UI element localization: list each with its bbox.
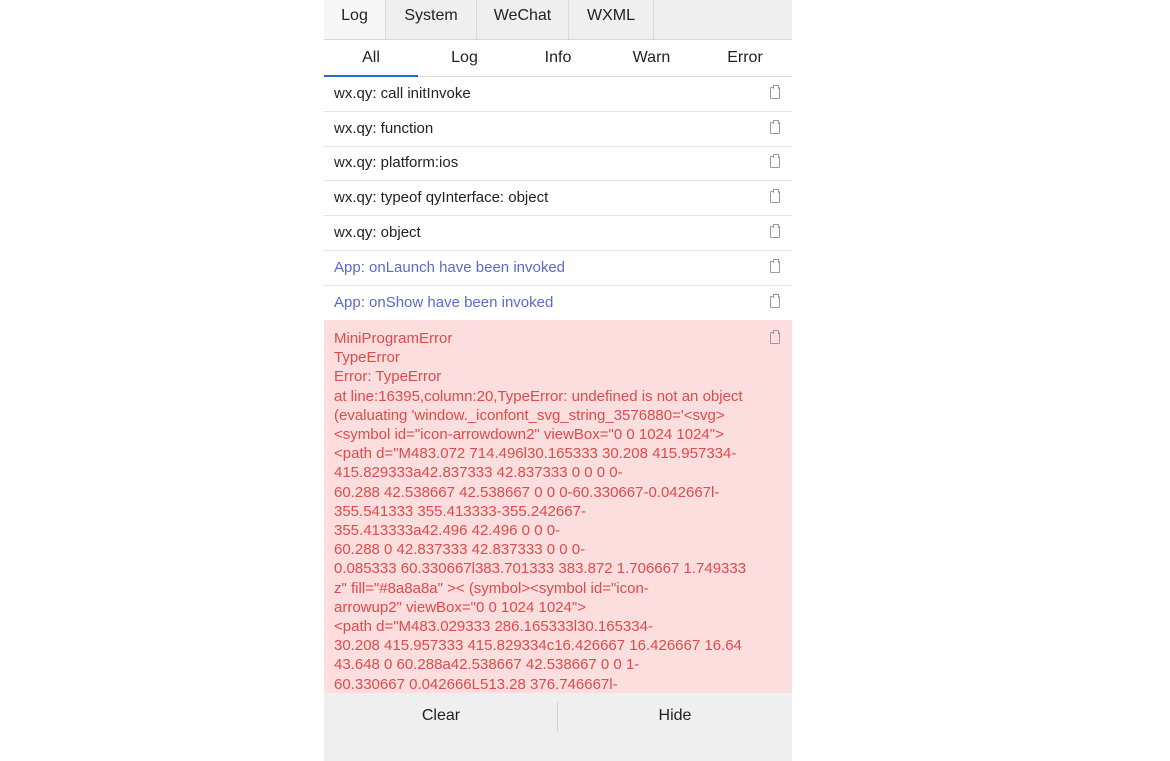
top-tab-bar	[324, 0, 792, 40]
log-text: App: onLaunch have been invoked	[334, 259, 566, 276]
copy-icon[interactable]	[770, 191, 780, 203]
console-panel	[324, 0, 792, 761]
filter-info[interactable]: Info	[544, 49, 572, 66]
error-line: arrowup2" viewBox="0 0 1024 1024">	[334, 598, 586, 616]
log-text: wx.qy: typeof qyInterface: object	[334, 189, 549, 206]
filter-tab-bar	[324, 40, 792, 77]
log-row	[324, 181, 792, 216]
error-line: 415.829333a42.837333 42.837333 0 0 0 0-	[334, 464, 623, 482]
tab-wechat[interactable]: WeChat	[477, 0, 569, 39]
log-text: wx.qy: object	[334, 224, 421, 241]
filter-warn[interactable]: Warn	[632, 49, 671, 66]
tab-system[interactable]: System	[386, 0, 477, 39]
error-line: Error: TypeError	[334, 368, 442, 386]
clear-button[interactable]: Clear	[421, 707, 461, 724]
error-line: 0.085333 60.330667l383.701333 383.872 1.706667 1.749333	[334, 560, 747, 578]
log-text: wx.qy: platform:ios	[334, 154, 459, 171]
copy-icon[interactable]	[770, 156, 780, 168]
error-line: TypeError	[334, 349, 400, 367]
error-line: 30.208 415.957333 415.829334c16.426667 16.426667 16.64	[334, 637, 742, 655]
copy-icon[interactable]	[770, 87, 780, 99]
log-row-info	[324, 286, 792, 321]
copy-icon[interactable]	[770, 332, 780, 344]
filter-all[interactable]: All	[324, 40, 418, 76]
filter-log[interactable]: Log	[451, 49, 478, 66]
log-row	[324, 77, 792, 112]
log-text: App: onShow have been invoked	[334, 294, 554, 311]
error-line: 60.288 0 42.837333 42.837333 0 0 0-	[334, 541, 586, 559]
error-log-entry	[324, 320, 792, 693]
error-line: MiniProgramError	[334, 330, 453, 347]
error-line: at line:16395,column:20,TypeError: undefined is not an object	[334, 387, 743, 405]
error-line: <path d="M483.072 714.496l30.165333 30.208 415.957334-	[334, 445, 737, 463]
copy-icon[interactable]	[770, 122, 780, 134]
error-line: 355.541333 355.413333-355.242667-	[334, 502, 586, 520]
tab-log[interactable]: Log	[324, 0, 386, 39]
error-line: 60.288 42.538667 42.538667 0 0 0-60.330667-0.042667l-	[334, 483, 720, 501]
log-text: wx.qy: call initInvoke	[334, 85, 471, 102]
copy-icon[interactable]	[770, 261, 780, 273]
filter-error[interactable]: Error	[727, 49, 763, 66]
copy-icon[interactable]	[770, 296, 780, 308]
error-line: <path d="M483.029333 286.165333l30.165334-	[334, 618, 653, 636]
bottom-toolbar	[324, 693, 792, 761]
error-line: 60.330667 0.042666L513.28 376.746667l-	[334, 675, 618, 693]
log-row	[324, 216, 792, 251]
hide-button[interactable]: Hide	[658, 707, 692, 724]
tab-wxml[interactable]: WXML	[569, 0, 654, 39]
copy-icon[interactable]	[770, 226, 780, 238]
error-line: <symbol id="icon-arrowdown2" viewBox="0 0 1024 1024">	[334, 426, 724, 444]
error-line: 43.648 0 60.288a42.538667 42.538667 0 0 1-	[334, 656, 640, 674]
error-line: z" fill="#8a8a8a" >< (symbol><symbol id="icon-	[334, 579, 649, 597]
error-line: (evaluating 'window._iconfont_svg_string_3576880='<svg>	[334, 406, 725, 424]
log-row	[324, 146, 792, 181]
log-row-info	[324, 251, 792, 286]
error-line: 355.413333a42.496 42.496 0 0 0-	[334, 522, 561, 540]
log-row	[324, 112, 792, 147]
log-text: wx.qy: function	[334, 120, 434, 137]
